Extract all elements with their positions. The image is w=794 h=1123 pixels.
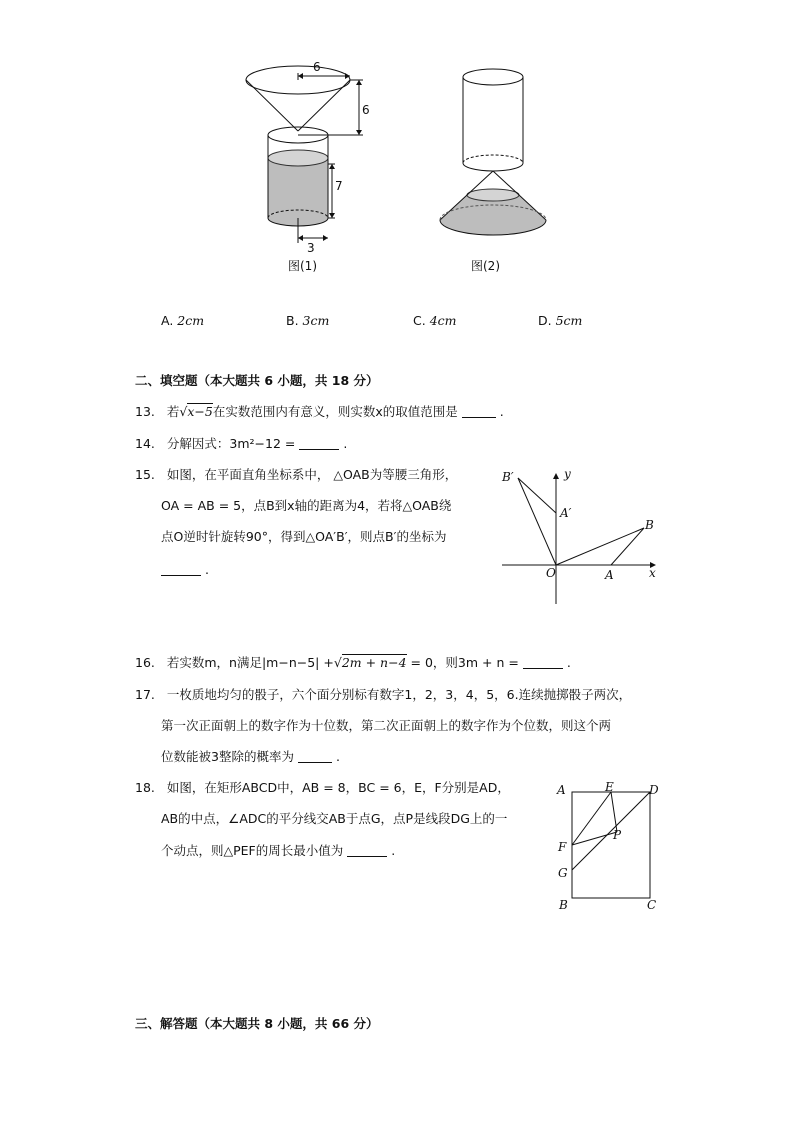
q17-end: . [335,749,340,764]
option-b-letter: B. [286,313,299,328]
q18-label-e: E [605,780,614,794]
q18-label-b: B [559,898,568,912]
q15-label-o: O [546,566,556,580]
q18-label-f: F [558,840,567,854]
q18-line-2: AB的中点，∠ADC的平分线交AB于点G，点P是线段DG上的一 [161,811,508,826]
q17-answer-blank[interactable] [298,750,332,763]
q17-line-3 [161,749,340,765]
q16-answer-blank[interactable] [523,656,563,669]
q17-number: 17. [135,687,155,702]
q15-label-b: B [645,518,654,532]
q18-text-3: 个动点，则△PEF的周长最小值为 [161,843,344,858]
option-c [413,313,457,329]
q14-text: 分解因式：3m²−12 = [166,436,296,451]
q17-text-1: 一枚质地均匀的骰子，六个面分别标有数字1，2，3，4，5，6.连续抛掷骰子两次， [166,687,632,702]
q14-number: 14. [135,436,155,451]
section-2-title: 二、填空题（本大题共 6 小题，共 18 分） [135,373,379,388]
q18-label-a: A [557,783,566,797]
q13-post: 在实数范围内有意义，则实数x的取值范围是 [212,404,458,419]
q15-coordinate-figure [498,468,663,606]
label-water-height: 7 [335,179,343,193]
option-c-letter: C. [413,313,426,328]
q16-radicand: 2m + n−4 [341,655,407,670]
q15-answer-blank[interactable] [161,563,201,576]
section-3-title: 三、解答题（本大题共 8 小题，共 66 分） [135,1016,379,1031]
q18-line-3 [161,843,395,859]
q16-sqrt-sign: √ [333,655,342,670]
q15-label-x: x [649,566,656,580]
q18-label-d: D [649,783,659,797]
q17-text-3: 位数能被3整除的概率为 [161,749,294,764]
label-cone-radius: 6 [313,60,321,74]
q15-number: 15. [135,467,155,482]
q13-answer-blank[interactable] [462,405,496,418]
figure-1-cone-cylinder [235,55,385,255]
q15-line-3: 点O逆时针旋转90°，得到△OA′B′，则点B′的坐标为 [161,529,447,544]
option-b [286,313,329,329]
figure-2-caption: 图(2) [471,259,500,273]
q18-text-1: 如图，在矩形ABCD中，AB = 8，BC = 6，E，F分别是AD， [166,780,510,795]
q15-label-b-prime: B′ [502,470,514,484]
q14-answer-blank[interactable] [299,437,339,450]
q18-label-c: C [647,898,657,912]
label-cone-height: 6 [362,103,370,117]
q13-radicand: x−5 [187,404,213,419]
q13-number: 13. [135,404,155,419]
q14-end: . [343,436,348,451]
q18-answer-blank[interactable] [347,844,387,857]
q15-line-1 [135,467,457,483]
q13-end: . [499,404,504,419]
figure-1-caption: 图(1) [288,259,317,273]
q16-pre: 若实数m，n满足|m−n−5| + [166,655,334,670]
q15-text-1: 如图，在平面直角坐标系中， △OAB为等腰三角形， [166,467,458,482]
q15-line-2: OA = AB = 5，点B到x轴的距离为4，若将△OAB绕 [161,498,452,513]
q16-number: 16. [135,655,155,670]
q16-post: = 0，则3m + n = [410,655,519,670]
option-d-letter: D. [538,313,552,328]
q15-end: . [204,562,209,577]
q18-label-g: G [558,866,568,880]
question-16 [135,655,571,671]
q15-label-a-prime: A′ [560,506,572,520]
q18-rectangle-figure [560,785,660,905]
q17-line-2: 第一次正面朝上的数字作为十位数，第二次正面朝上的数字作为个位数，则这个两 [161,718,612,733]
question-13 [135,404,504,420]
q18-end: . [391,843,396,858]
option-c-value: 4cm [429,313,457,328]
option-b-value: 3cm [302,313,330,328]
option-a [161,313,204,329]
q18-label-p: P [613,828,622,842]
question-14 [135,436,347,452]
q15-line-4 [161,562,209,578]
q17-line-1 [135,687,631,703]
option-a-letter: A. [161,313,174,328]
q13-pre: 若 [166,404,180,419]
option-d-value: 5cm [555,313,583,328]
q15-label-a: A [605,568,614,582]
q16-end: . [566,655,571,670]
q15-label-y: y [564,467,571,481]
figure-2-cylinder-cone [430,60,565,240]
q13-sqrt-sign: √ [179,404,188,419]
q18-number: 18. [135,780,155,795]
option-a-value: 2cm [177,313,205,328]
option-d [538,313,582,329]
label-cylinder-radius: 3 [307,241,315,255]
q18-line-1 [135,780,510,796]
